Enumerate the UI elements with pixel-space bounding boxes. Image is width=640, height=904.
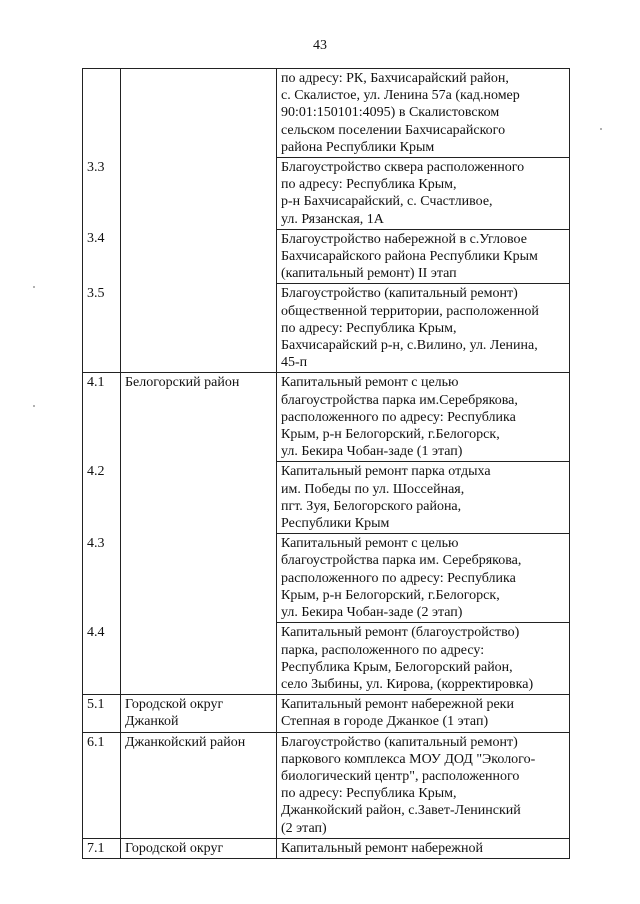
project-line: село Зыбины, ул. Кирова, (корректировка) bbox=[281, 676, 534, 692]
district-cell bbox=[121, 623, 277, 695]
scan-speck bbox=[33, 286, 35, 288]
scan-speck bbox=[33, 405, 35, 407]
project-line: по адресу: Республика Крым, bbox=[281, 320, 457, 336]
row-number: 5.1 bbox=[83, 695, 121, 732]
project-line: Капитальный ремонт (благоустройство) bbox=[281, 625, 520, 641]
project-cell bbox=[277, 695, 570, 732]
project-line: благоустройства парка им.Серебрякова, bbox=[281, 392, 518, 408]
project-line: Капитальный ремонт с целью bbox=[281, 375, 459, 391]
project-line: общественной территории, расположенной bbox=[281, 303, 539, 319]
project-cell bbox=[277, 229, 570, 284]
row-number: 3.5 bbox=[83, 284, 121, 373]
row-number bbox=[83, 69, 121, 158]
projects-table bbox=[82, 68, 570, 859]
project-line: по адресу: Республика Крым, bbox=[281, 786, 457, 802]
district-cell bbox=[121, 284, 277, 373]
project-line: Республики Крым bbox=[281, 516, 390, 532]
project-line: (2 этап) bbox=[281, 820, 327, 836]
project-line: Капитальный ремонт набережной реки bbox=[281, 697, 514, 713]
table-row bbox=[83, 69, 570, 158]
project-cell bbox=[277, 623, 570, 695]
project-line: ул. Рязанская, 1А bbox=[281, 211, 384, 227]
project-line: Крым, р-н Белогорский, г.Белогорск, bbox=[281, 587, 500, 603]
project-cell bbox=[277, 732, 570, 838]
project-line: 90:01:150101:4095) в Скалистовском bbox=[281, 105, 500, 121]
row-number: 6.1 bbox=[83, 732, 121, 838]
project-cell bbox=[277, 838, 570, 858]
table-row bbox=[83, 838, 570, 858]
project-line: по адресу: РК, Бахчисарайский район, bbox=[281, 71, 509, 86]
scan-speck bbox=[600, 128, 602, 130]
project-line: ул. Бекира Чобан-заде (2 этап) bbox=[281, 605, 463, 621]
district-cell bbox=[121, 838, 277, 858]
project-line: Степная в городе Джанкое (1 этап) bbox=[281, 714, 489, 730]
page-number: 43 bbox=[313, 38, 327, 53]
project-line: района Республики Крым bbox=[281, 139, 435, 155]
project-cell bbox=[277, 373, 570, 462]
table-row bbox=[83, 373, 570, 462]
district-cell bbox=[121, 732, 277, 838]
project-cell bbox=[277, 69, 570, 158]
project-line: биологический центр", расположенного bbox=[281, 768, 520, 784]
district-cell bbox=[121, 158, 277, 230]
district-line: Белогорский район bbox=[125, 375, 240, 391]
project-cell bbox=[277, 534, 570, 623]
district-cell bbox=[121, 695, 277, 732]
project-line: ул. Бекира Чобан-заде (1 этап) bbox=[281, 444, 463, 460]
project-line: Бахчисарайский р-н, с.Вилино, ул. Ленина, bbox=[281, 338, 538, 354]
row-number: 7.1 bbox=[83, 838, 121, 858]
projects-table-body bbox=[83, 69, 570, 859]
table-row bbox=[83, 229, 570, 284]
project-cell bbox=[277, 284, 570, 373]
table-row bbox=[83, 158, 570, 230]
table-row bbox=[83, 284, 570, 373]
district-line: Джанкойский район bbox=[125, 734, 246, 750]
project-line: Благоустройство набережной в с.Угловое bbox=[281, 231, 527, 247]
row-number: 4.1 bbox=[83, 373, 121, 462]
district-cell bbox=[121, 229, 277, 284]
row-number: 3.4 bbox=[83, 229, 121, 284]
project-line: Джанкойский район, с.Завет-Ленинский bbox=[281, 803, 521, 819]
table-row bbox=[83, 732, 570, 838]
project-line: благоустройства парка им. Серебрякова, bbox=[281, 553, 522, 569]
project-line: им. Победы по ул. Шоссейная, bbox=[281, 481, 465, 497]
table-row bbox=[83, 462, 570, 534]
project-line: пгт. Зуя, Белогорского района, bbox=[281, 498, 462, 514]
project-line: по адресу: Республика Крым, bbox=[281, 177, 457, 193]
district-line: Джанкой bbox=[125, 714, 179, 730]
project-line: р-н Бахчисарайский, с. Счастливое, bbox=[281, 194, 493, 210]
project-line: (капитальный ремонт) II этап bbox=[281, 266, 457, 282]
project-line: паркового комплекса МОУ ДОД "Эколого- bbox=[281, 751, 536, 767]
table-row bbox=[83, 623, 570, 695]
project-line: Республика Крым, Белогорский район, bbox=[281, 659, 513, 675]
table-row bbox=[83, 695, 570, 732]
project-line: Благоустройство сквера расположенного bbox=[281, 160, 525, 176]
project-line: Бахчисарайского района Республики Крым bbox=[281, 249, 538, 265]
table-row bbox=[83, 534, 570, 623]
project-line: парка, расположенного по адресу: bbox=[281, 642, 485, 658]
project-line: с. Скалистое, ул. Ленина 57а (кад.номер bbox=[281, 88, 520, 104]
row-number: 3.3 bbox=[83, 158, 121, 230]
project-line: Крым, р-н Белогорский, г.Белогорск, bbox=[281, 427, 500, 443]
district-cell bbox=[121, 534, 277, 623]
project-cell bbox=[277, 462, 570, 534]
project-line: расположенного по адресу: Республика bbox=[281, 409, 516, 425]
project-cell bbox=[277, 158, 570, 230]
project-line: расположенного по адресу: Республика bbox=[281, 570, 516, 586]
project-line: Благоустройство (капитальный ремонт) bbox=[281, 286, 518, 302]
district-cell bbox=[121, 69, 277, 158]
row-number: 4.2 bbox=[83, 462, 121, 534]
row-number: 4.4 bbox=[83, 623, 121, 695]
project-line: Капитальный ремонт парка отдыха bbox=[281, 464, 491, 480]
district-cell bbox=[121, 462, 277, 534]
project-line: Благоустройство (капитальный ремонт) bbox=[281, 734, 518, 750]
district-line: Городской округ bbox=[125, 697, 224, 713]
district-cell bbox=[121, 373, 277, 462]
project-line: Капитальный ремонт набережной bbox=[281, 840, 483, 856]
project-line: сельском поселении Бахчисарайского bbox=[281, 122, 506, 138]
district-line: Городской округ bbox=[125, 840, 224, 856]
row-number: 4.3 bbox=[83, 534, 121, 623]
project-line: Капитальный ремонт с целью bbox=[281, 536, 459, 552]
project-line: 45-п bbox=[281, 355, 308, 371]
